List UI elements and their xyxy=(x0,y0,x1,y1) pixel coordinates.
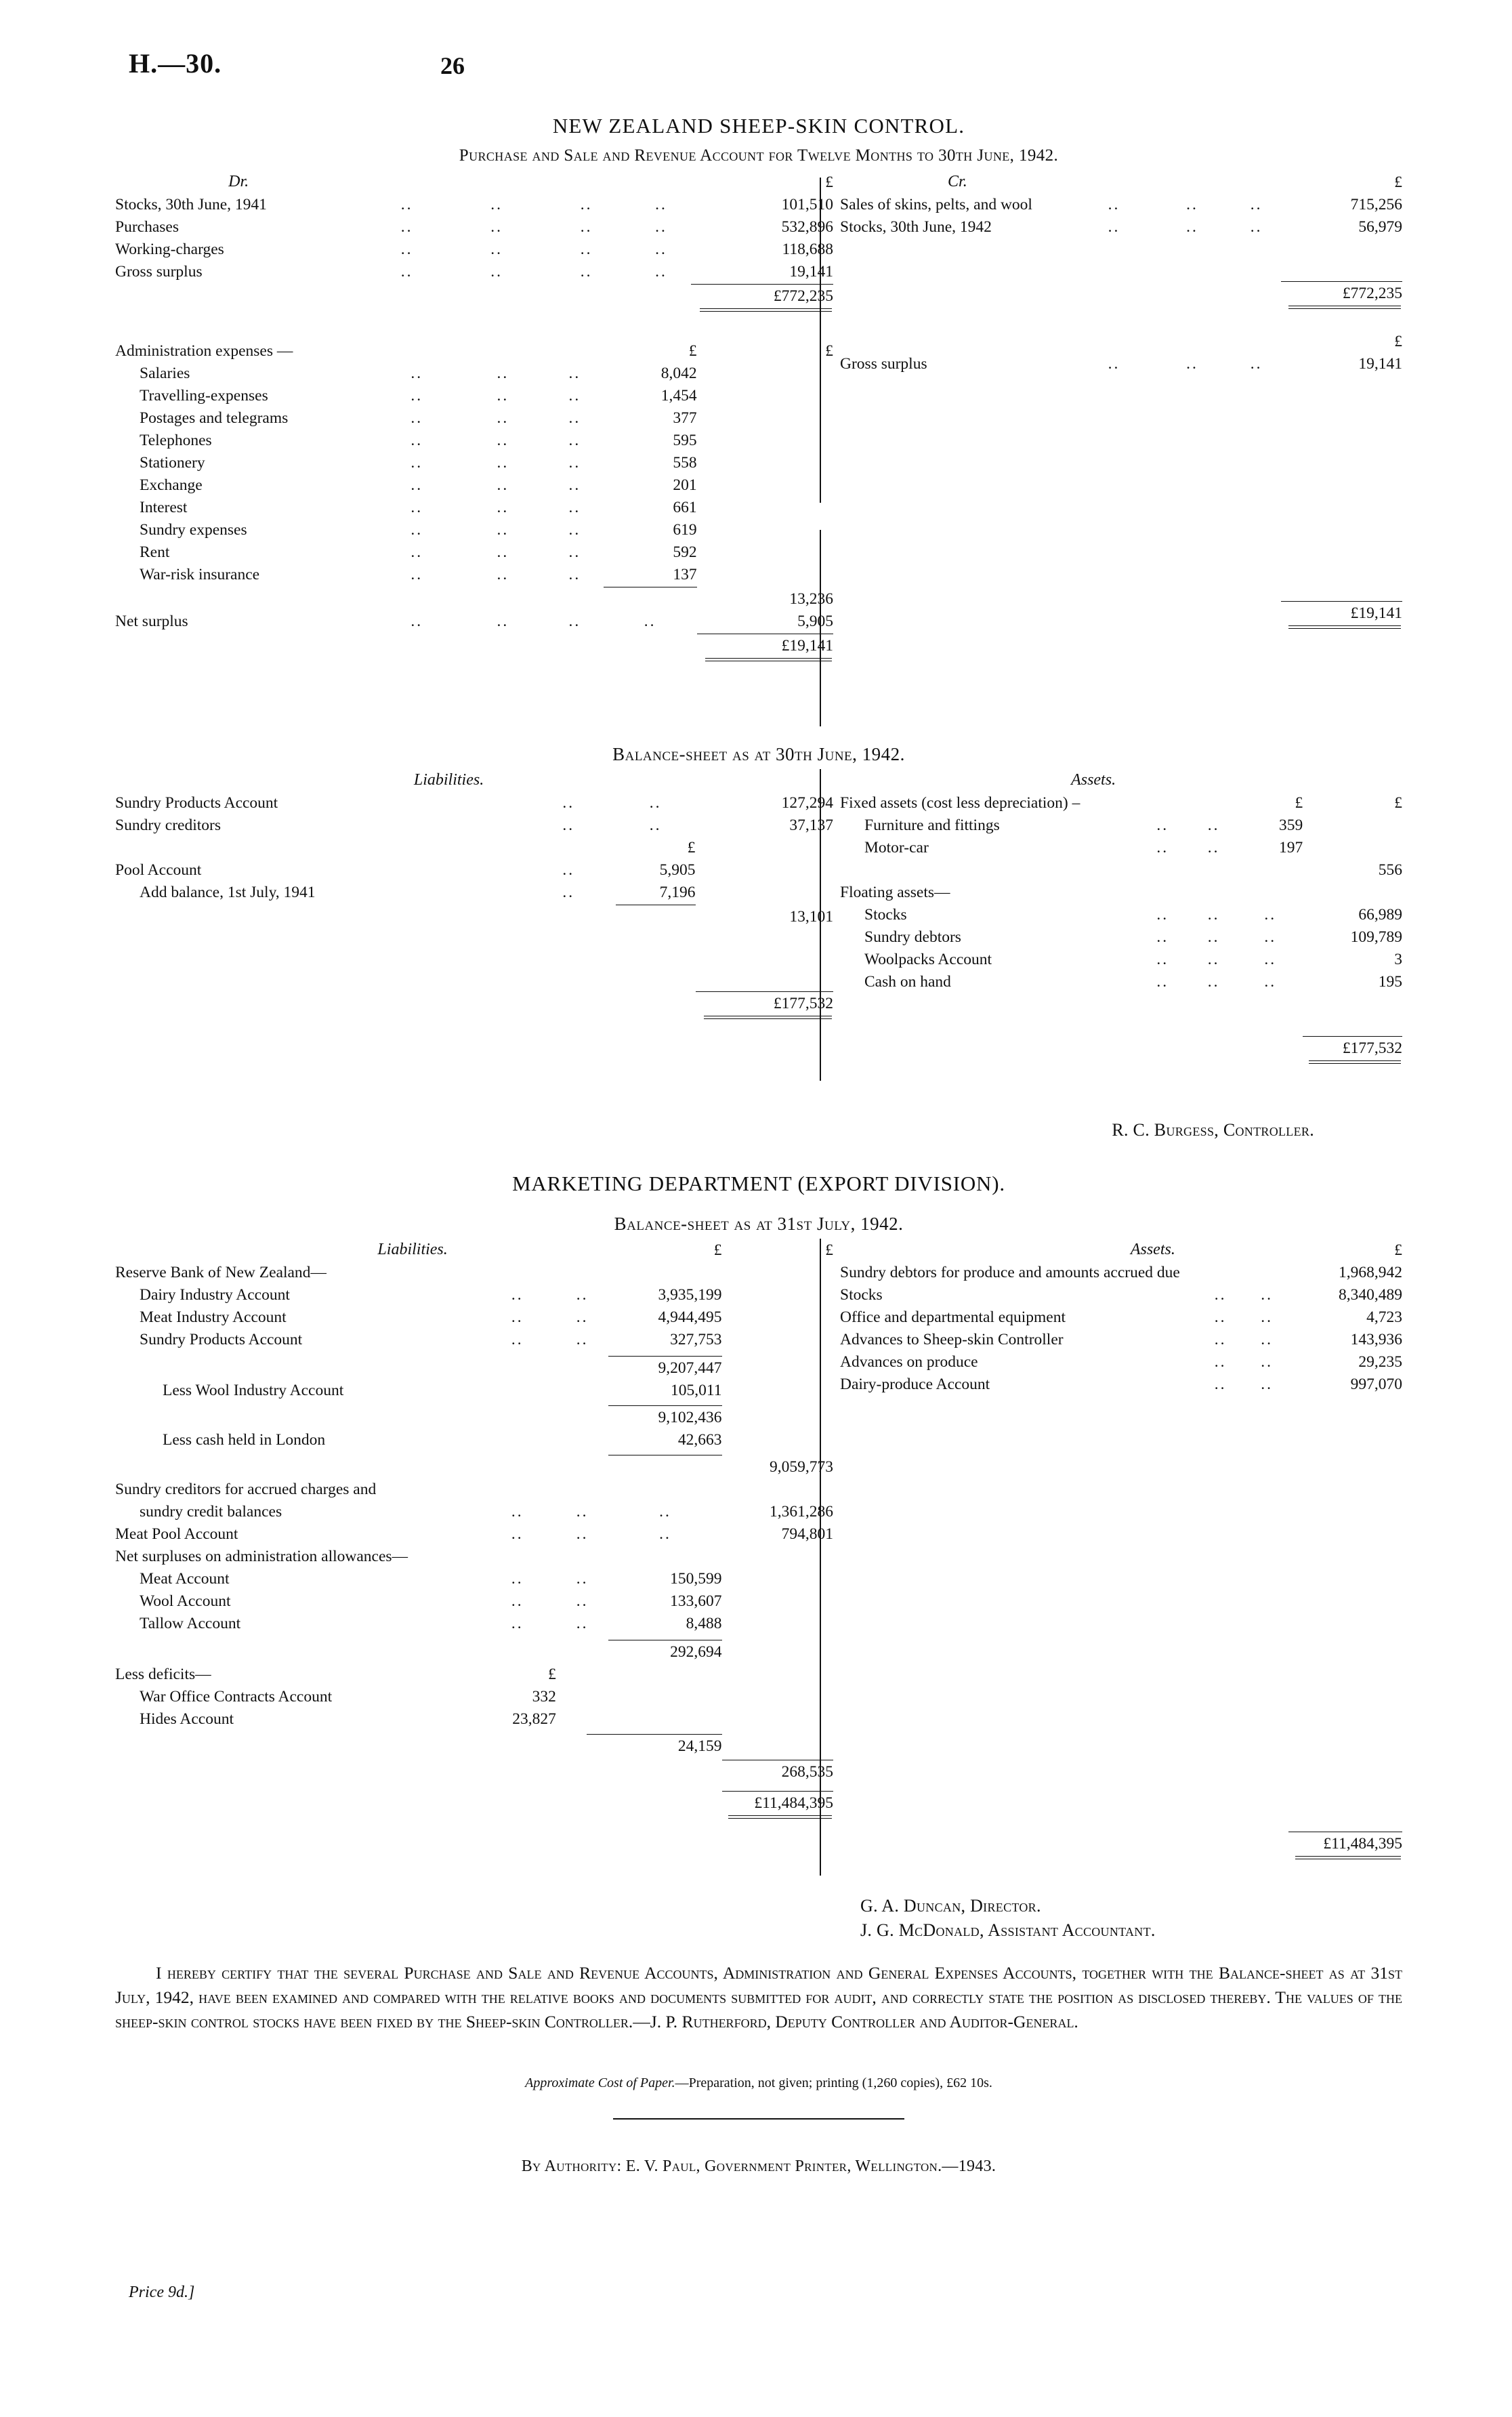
add-balance-value: 7,196 xyxy=(659,883,696,901)
page-content: H.—30. 26 NEW ZEALAND SHEEP-SKIN CONTROL. Purchase and Sale and Revenue Account for Twelve Months to 30th June, 1942. Dr. £ Stocks, 30th June, 1941 .. .. .. .. 101,510 Purchases .. .. .. .. 532,896 Working-charges .. .. .. .. 118,688 Gross surplus .. .. .. .. 19,141 £772,235 Administration expenses — £ £ Salaries .. .. .. 8,042 Travelling-expenses .. .. .. 1,454 Postages and telegrams .. .. .. 377 Telephones .. .. .. 595 Stationery .. .. .. 558 Exchange .. .. .. 201 Interest .. .. .. 661 Sundry expenses .. .. .. 619 Rent .. .. .. 592 War-risk insurance .. .. .. 137 13,236 Net surplus .. .. .. .. 5,905 £19,141 Cr. £ Sales of skins, pelts, and wool .. .. .. 715,256 Stocks, 30th June, 1942 .. .. .. 56,979 £772,235 £ Gross surplus .. .. .. 19,141 £19,141 Balance-sheet as at 30th June, 1942. Liabilities. Sundry Products Account .. .. 127,294 Sundry creditors .. .. 37,137 £ Pool Account .. 5,905 Add balance, 1st July, 1941 .. 7,196 13,101 £177,532 Assets. Fixed assets (cost less depreciation) – £ £ Furniture and fittings .. .. 359 Motor-car .. .. 197 556 Floating assets— Stocks .. .. .. 66,989 Sundry debtors .. .. .. 109,789 Woolpacks Account .. .. .. 3 Cash on hand .. .. .. 195 £177,532 R. C. Burgess, Controller. MARKETING DEPARTMENT (EXPORT DIVISION). Balance-sheet as at 31st July, 1942. Liabilities. £ £ Reserve Bank of New Zealand— Dairy Industry Account .. .. 3,935,199 Meat Industry Account .. .. 4,944,495 Sundry Products Account .. .. 327,753 9,207,447 Less Wool Industry Account 105,011 9,102,436 Less cash held in London 42,663 9,059,773 Sundry creditors for accrued charges and sundry credit balances .. .. .. 1,361,286 Meat Pool Account .. .. .. 794,801 Net surpluses on administration allowances— Meat Account .. .. 150,599 Wool Account .. .. 133,607 Tallow Account .. .. 8,488 292,694 Less deficits— £ War Office Contracts Account 332 Hides Account 23,827 24,159 268,535 £11,484,395 Assets. £ Sundry debtors for produce and amounts accrued due 1,968,942 Stocks .. .. 8,340,489 Office and departmental equipment .. .. 4,723 Advances to Sheep-skin Controller .. .. 143,936 Advances on produce .. .. 29,235 Dairy-produce Account .. .. 997,070 £11,484,395 G. A. Duncan, Director. J. G. McDonald, Assistant Accountant. I hereby certify that the several Purchase and Sale and Revenue Accounts, Administration and General Expenses Accounts, together with the Balance-sheet as at 31st July, 1942, have been examined and compared with the relative books and documents submitted for audit, and correctly state the position as disclosed thereby. The values of the sheep-skin control stocks have been fixed by the Sheep-skin Controller.—J. P. Rutherford, Deputy Controller and Auditor-General. Approximate Cost of Paper.—Preparation, not given; printing (1,260 copies), £62 10s. By Authority: E. V. Paul, Government Printer, Wellington.—1943. Price 9d.] xyxy=(115,48,1402,2301)
table-row xyxy=(115,1792,833,1815)
row-label: Stocks xyxy=(864,905,907,924)
row-value: 118,688 xyxy=(782,240,833,258)
row-label: War Office Contracts Account xyxy=(140,1687,333,1706)
row-label: Sundry debtors for produce and amounts accrued due xyxy=(840,1263,1180,1281)
row-value: 8,488 xyxy=(686,1614,722,1632)
row-value: 377 xyxy=(673,409,697,427)
table-row: Exchange .. .. .. 201 xyxy=(115,474,833,497)
table-row: Gross surplus .. .. .. .. 19,141 xyxy=(115,261,833,283)
row-value: 332 xyxy=(532,1687,556,1706)
table-row: Woolpacks Account .. .. .. 3 xyxy=(840,949,1402,971)
gross-surplus-table xyxy=(840,331,1402,625)
floating-assets-heading: Floating assets— xyxy=(840,883,950,901)
net-surpluses-heading: Net surpluses on administration allowances— xyxy=(115,1547,408,1565)
pound-symbol: £ xyxy=(713,1241,722,1259)
table-row: Add balance, 1st July, 1941 .. 7,196 xyxy=(115,882,833,904)
row-value: 595 xyxy=(673,431,697,449)
row-value: 1,968,942 xyxy=(1339,1263,1402,1281)
table-row: Sundry expenses .. .. .. 619 xyxy=(115,519,833,541)
row-label: Dairy Industry Account xyxy=(140,1285,290,1304)
pound-symbol: £ xyxy=(825,173,833,191)
admin-heading: Administration expenses — xyxy=(115,342,293,360)
table-row xyxy=(840,171,1402,194)
row-value: 359 xyxy=(1279,816,1303,834)
assets-table-july xyxy=(840,1239,1402,1855)
row-value: 127,294 xyxy=(781,793,833,812)
table-row xyxy=(115,1429,833,1451)
table-row xyxy=(115,1761,833,1783)
reserve-net: 9,059,773 xyxy=(770,1458,833,1476)
row-label: Office and departmental equipment xyxy=(840,1308,1066,1326)
table-row: Telephones .. .. .. 595 xyxy=(115,430,833,452)
table-row xyxy=(840,859,1402,882)
row-label: Sundry expenses xyxy=(140,520,247,539)
pool-value: 5,905 xyxy=(659,861,696,879)
row-label: Rent xyxy=(140,543,170,561)
paper-cost-italic: Approximate Cost of Paper. xyxy=(525,2075,675,2090)
row-label: War-risk insurance xyxy=(140,565,260,583)
pound-symbol: £ xyxy=(1394,173,1402,191)
pound-symbol: £ xyxy=(548,1665,556,1683)
row-value: 137 xyxy=(673,565,697,583)
table-row: Gross surplus .. .. .. 19,141 xyxy=(840,353,1402,375)
row-label: Meat Account xyxy=(140,1569,230,1588)
row-label: Sales of skins, pelts, and wool xyxy=(840,195,1032,213)
row-label: Motor-car xyxy=(864,838,929,856)
table-row xyxy=(115,993,833,1015)
assets-table xyxy=(840,769,1402,1060)
less-deficits-heading: Less deficits— xyxy=(115,1665,211,1683)
table-row: Motor-car .. .. 197 xyxy=(840,837,1402,859)
credit-total: £772,235 xyxy=(1281,283,1402,305)
pound-symbol: £ xyxy=(825,342,833,360)
table-row: Advances on produce .. .. 29,235 xyxy=(840,1351,1402,1373)
liabilities-column-july xyxy=(115,1239,833,1815)
liabilities-caption: Liabilities. xyxy=(377,1241,448,1258)
table-row xyxy=(840,1239,1402,1262)
footer-divider xyxy=(613,2118,904,2120)
deficits-subtotal: 24,159 xyxy=(677,1737,722,1755)
row-value: 101,510 xyxy=(781,195,833,213)
after-wool-subtotal: 9,102,436 xyxy=(658,1408,722,1426)
less-wool-value: 105,011 xyxy=(671,1381,722,1399)
lower-credit-total: £19,141 xyxy=(1281,602,1402,625)
sundry-creditors-label-2: sundry credit balances xyxy=(140,1502,282,1521)
row-label: Hides Account xyxy=(140,1710,234,1728)
row-label: Cash on hand xyxy=(864,972,951,991)
pound-symbol: £ xyxy=(825,1241,833,1259)
table-row: Purchases .. .. .. .. 532,896 xyxy=(115,216,833,239)
row-value: 327,753 xyxy=(670,1330,722,1348)
row-label: Sundry debtors xyxy=(864,928,961,946)
row-value: 201 xyxy=(673,476,697,494)
pound-symbol: £ xyxy=(1394,793,1402,812)
pound-symbol: £ xyxy=(1295,793,1303,812)
row-label: Woolpacks Account xyxy=(864,950,992,968)
sundry-creditors-label-1: Sundry creditors for accrued charges and xyxy=(115,1480,377,1498)
row-label: Purchases xyxy=(115,218,179,236)
table-row: Pool Account .. 5,905 xyxy=(115,859,833,882)
row-label: Gross surplus xyxy=(115,262,203,281)
row-value: 8,042 xyxy=(660,364,697,382)
table-row: Office and departmental equipment .. .. 4,723 xyxy=(840,1306,1402,1329)
row-value: 66,989 xyxy=(1358,905,1402,924)
row-value: 150,599 xyxy=(670,1569,722,1588)
row-label: Stationery xyxy=(140,453,205,472)
pound-symbol: £ xyxy=(687,838,696,856)
assets-total: £177,532 xyxy=(1303,1037,1402,1060)
gross-surplus-label: Gross surplus xyxy=(840,354,927,373)
row-value: 4,944,495 xyxy=(658,1308,722,1326)
table-row: Stocks .. .. .. 66,989 xyxy=(840,904,1402,926)
table-row xyxy=(115,1479,833,1501)
table-row xyxy=(115,1641,833,1664)
table-row xyxy=(115,1708,833,1731)
gross-surplus-value: 19,141 xyxy=(1358,354,1402,373)
row-label: Sundry Products Account xyxy=(140,1330,303,1348)
row-label: Wool Account xyxy=(140,1592,231,1610)
table-row: Stocks .. .. 8,340,489 xyxy=(840,1284,1402,1306)
pool-total: 13,101 xyxy=(789,907,833,926)
row-value: 133,607 xyxy=(670,1592,722,1610)
page-number: 26 xyxy=(440,52,465,79)
table-row xyxy=(840,1037,1402,1060)
table-row xyxy=(840,882,1402,904)
table-row xyxy=(115,906,833,928)
section2-title: Balance-sheet as at 30th June, 1942. xyxy=(612,744,905,764)
table-row: Sundry Products Account .. .. 327,753 xyxy=(115,1329,833,1351)
balance-sheet-june xyxy=(115,769,1402,1108)
reserve-subtotal: 9,207,447 xyxy=(658,1359,722,1377)
net-surplus-final: 268,535 xyxy=(781,1763,833,1781)
table-row: Dairy-produce Account .. .. 997,070 xyxy=(840,1373,1402,1396)
row-value: 3 xyxy=(1394,950,1402,968)
table-row xyxy=(115,171,833,194)
row-value: 4,723 xyxy=(1366,1308,1402,1326)
pound-symbol: £ xyxy=(1394,332,1402,350)
table-row xyxy=(840,1262,1402,1284)
pound-symbol: £ xyxy=(688,342,697,360)
credit-table xyxy=(840,171,1402,305)
assets-column-july xyxy=(840,1239,1402,1855)
table-row xyxy=(115,1664,833,1686)
table-row: Furniture and fittings .. .. 359 xyxy=(840,814,1402,837)
table-row: sundry credit balances .. .. .. 1,361,286 xyxy=(115,1501,833,1523)
table-row xyxy=(115,588,833,611)
table-row xyxy=(115,1357,833,1380)
table-row xyxy=(115,1735,833,1758)
table-row: Sundry creditors .. .. 37,137 xyxy=(115,814,833,837)
table-row xyxy=(840,331,1402,353)
table-row xyxy=(115,340,833,363)
liabilities-total-july: £11,484,395 xyxy=(722,1792,833,1815)
row-label: Stocks, 30th June, 1942 xyxy=(840,218,992,236)
add-balance-label: Add balance, 1st July, 1941 xyxy=(140,883,316,901)
row-value: 143,936 xyxy=(1350,1330,1402,1348)
table-row: Sundry debtors .. .. .. 109,789 xyxy=(840,926,1402,949)
table-row xyxy=(115,1686,833,1708)
table-row: Stocks, 30th June, 1941 .. .. .. .. 101,510 xyxy=(115,194,833,216)
row-label: Meat Industry Account xyxy=(140,1308,287,1326)
sundry-creditors-value: 1,361,286 xyxy=(770,1502,833,1521)
table-row xyxy=(840,1833,1402,1855)
row-label: Salaries xyxy=(140,364,190,382)
row-value: 197 xyxy=(1279,838,1303,856)
table-row: Dairy Industry Account .. .. 3,935,199 xyxy=(115,1284,833,1306)
row-value: 195 xyxy=(1378,972,1402,991)
table-row xyxy=(115,769,833,792)
assets-column xyxy=(840,769,1402,1060)
director-signature: G. A. Duncan, Director. xyxy=(860,1896,1041,1916)
row-label: Telephones xyxy=(140,431,212,449)
table-row: Stocks, 30th June, 1942 .. .. .. 56,979 xyxy=(840,216,1402,239)
liabilities-table-july xyxy=(115,1239,833,1815)
table-row: Sales of skins, pelts, and wool .. .. .. 715,256 xyxy=(840,194,1402,216)
fixed-assets-total: 556 xyxy=(1378,861,1402,879)
section3-dept-title: MARKETING DEPARTMENT (EXPORT DIVISION). xyxy=(512,1172,1005,1195)
table-row: Postages and telegrams .. .. .. 377 xyxy=(115,407,833,430)
table-row: Wool Account .. .. 133,607 xyxy=(115,1590,833,1613)
row-value: 37,137 xyxy=(789,816,833,834)
fixed-assets-heading: Fixed assets (cost less depreciation) – xyxy=(840,793,1080,812)
row-label: Sundry Products Account xyxy=(115,793,278,812)
net-surplus-value: 5,905 xyxy=(797,612,833,630)
table-row: Rent .. .. .. 592 xyxy=(115,541,833,564)
table-row: Salaries .. .. .. 8,042 xyxy=(115,363,833,385)
net-surplus-label: Net surplus xyxy=(115,612,188,630)
admin-subtotal: 13,236 xyxy=(789,590,833,608)
table-row xyxy=(115,1239,833,1262)
row-label: Interest xyxy=(140,498,188,516)
balance-sheet-july xyxy=(115,1239,1402,1889)
row-value: 8,340,489 xyxy=(1339,1285,1402,1304)
table-row xyxy=(840,792,1402,814)
row-label: Sundry creditors xyxy=(115,816,221,834)
section1-title: NEW ZEALAND SHEEP-SKIN CONTROL. xyxy=(552,114,965,138)
table-row: Meat Industry Account .. .. 4,944,495 xyxy=(115,1306,833,1329)
assets-caption: Assets. xyxy=(1071,771,1116,789)
accountant-signature: J. G. McDonald, Assistant Accountant. xyxy=(860,1920,1156,1940)
row-value: 19,141 xyxy=(789,262,833,281)
table-row: Sundry Products Account .. .. 127,294 xyxy=(115,792,833,814)
row-value: 3,935,199 xyxy=(658,1285,722,1304)
cr-caption: Cr. xyxy=(948,173,967,190)
authority-line: By Authority: E. V. Paul, Government Printer, Wellington.—1943. xyxy=(521,2157,996,2175)
table-row xyxy=(115,1407,833,1429)
less-wool-label: Less Wool Industry Account xyxy=(163,1381,344,1399)
pool-label: Pool Account xyxy=(115,861,202,879)
meat-pool-label: Meat Pool Account xyxy=(115,1525,238,1543)
liabilities-table xyxy=(115,769,833,1015)
assets-total-july: £11,484,395 xyxy=(1288,1833,1402,1855)
row-value: 661 xyxy=(673,498,697,516)
row-label: Working-charges xyxy=(115,240,224,258)
table-row xyxy=(115,1546,833,1568)
pound-symbol: £ xyxy=(1394,1241,1402,1259)
row-value: 532,896 xyxy=(781,218,833,236)
row-label: Postages and telegrams xyxy=(140,409,289,427)
table-row: Meat Account .. .. 150,599 xyxy=(115,1568,833,1590)
table-row: Stationery .. .. .. 558 xyxy=(115,452,833,474)
debit-total: £772,235 xyxy=(691,285,833,308)
liabilities-caption: Liabilities. xyxy=(413,771,484,789)
paper-cost-note xyxy=(115,2075,1402,2091)
row-value: 56,979 xyxy=(1358,218,1402,236)
row-label: Stocks, 30th June, 1941 xyxy=(115,195,267,213)
table-row xyxy=(115,1456,833,1479)
row-label: Travelling-expenses xyxy=(140,386,268,405)
row-value: 1,454 xyxy=(660,386,697,405)
table-row: Cash on hand .. .. .. 195 xyxy=(840,971,1402,993)
table-row: Tallow Account .. .. 8,488 xyxy=(115,1613,833,1635)
table-row: Net surplus .. .. .. .. 5,905 xyxy=(115,611,833,633)
table-row: Working-charges .. .. .. .. 118,688 xyxy=(115,239,833,261)
table-row: Travelling-expenses .. .. .. 1,454 xyxy=(115,385,833,407)
row-value: 619 xyxy=(673,520,697,539)
row-value: 23,827 xyxy=(512,1710,556,1728)
debit-column xyxy=(115,171,833,657)
document-code: H.—30. xyxy=(129,48,222,79)
table-row xyxy=(840,283,1402,305)
table-row xyxy=(840,769,1402,792)
page-header xyxy=(115,47,1402,95)
section3-title: Balance-sheet as at 31st July, 1942. xyxy=(614,1214,904,1234)
row-label: Advances to Sheep-skin Controller xyxy=(840,1330,1064,1348)
reserve-bank-heading: Reserve Bank of New Zealand— xyxy=(115,1263,327,1281)
table-row: Interest .. .. .. 661 xyxy=(115,497,833,519)
row-value: 558 xyxy=(673,453,697,472)
row-value: 715,256 xyxy=(1350,195,1402,213)
table-row xyxy=(115,635,833,657)
row-label: Stocks xyxy=(840,1285,883,1304)
row-label: Dairy-produce Account xyxy=(840,1375,990,1393)
liabilities-total: £177,532 xyxy=(696,993,833,1015)
revenue-account xyxy=(115,171,1402,726)
row-label: Exchange xyxy=(140,476,203,494)
table-row: Meat Pool Account .. .. .. 794,801 xyxy=(115,1523,833,1546)
table-row xyxy=(115,285,833,308)
debit-table xyxy=(115,171,833,308)
row-value: 109,789 xyxy=(1350,928,1402,946)
row-label: Advances on produce xyxy=(840,1352,978,1371)
meat-pool-value: 794,801 xyxy=(781,1525,833,1543)
section1-subtitle: Purchase and Sale and Revenue Account for Twelve Months to 30th June, 1942. xyxy=(459,146,1059,165)
less-cash-value: 42,663 xyxy=(677,1430,722,1449)
liabilities-column xyxy=(115,769,833,1015)
row-label: Furniture and fittings xyxy=(864,816,1000,834)
row-value: 997,070 xyxy=(1350,1375,1402,1393)
table-row xyxy=(115,1380,833,1402)
admin-expenses-table xyxy=(115,340,833,657)
table-row: War-risk insurance .. .. .. 137 xyxy=(115,564,833,586)
less-cash-label: Less cash held in London xyxy=(163,1430,326,1449)
lower-debit-total: £19,141 xyxy=(697,635,833,657)
controller-signature: R. C. Burgess, Controller. xyxy=(1112,1120,1314,1140)
table-row xyxy=(115,1262,833,1284)
credit-column xyxy=(840,171,1402,625)
row-label: Tallow Account xyxy=(140,1614,241,1632)
table-row xyxy=(115,837,833,859)
row-value: 592 xyxy=(673,543,697,561)
table-row: Advances to Sheep-skin Controller .. .. 143,936 xyxy=(840,1329,1402,1351)
assets-caption: Assets. xyxy=(1130,1241,1175,1258)
dr-caption: Dr. xyxy=(228,173,249,190)
paper-cost-text: —Preparation, not given; printing (1,260 copies), £62 10s. xyxy=(675,2075,992,2090)
audit-certificate: I hereby certify that the several Purchase and Sale and Revenue Accounts, Administration and General Expenses Accounts, together with the Balance-sheet as at 31st July, 1942, have been examined and compared with the relative books and documents submitted for audit, and correctly state the position as disclosed thereby. The values of the sheep-skin control stocks have been fixed by the Sheep-skin Controller.—J. P. Rutherford, Deputy Controller and Auditor-General. xyxy=(115,1963,1402,2032)
table-row xyxy=(840,602,1402,625)
net-surplus-subtotal: 292,694 xyxy=(670,1643,722,1661)
row-value: 29,235 xyxy=(1358,1352,1402,1371)
